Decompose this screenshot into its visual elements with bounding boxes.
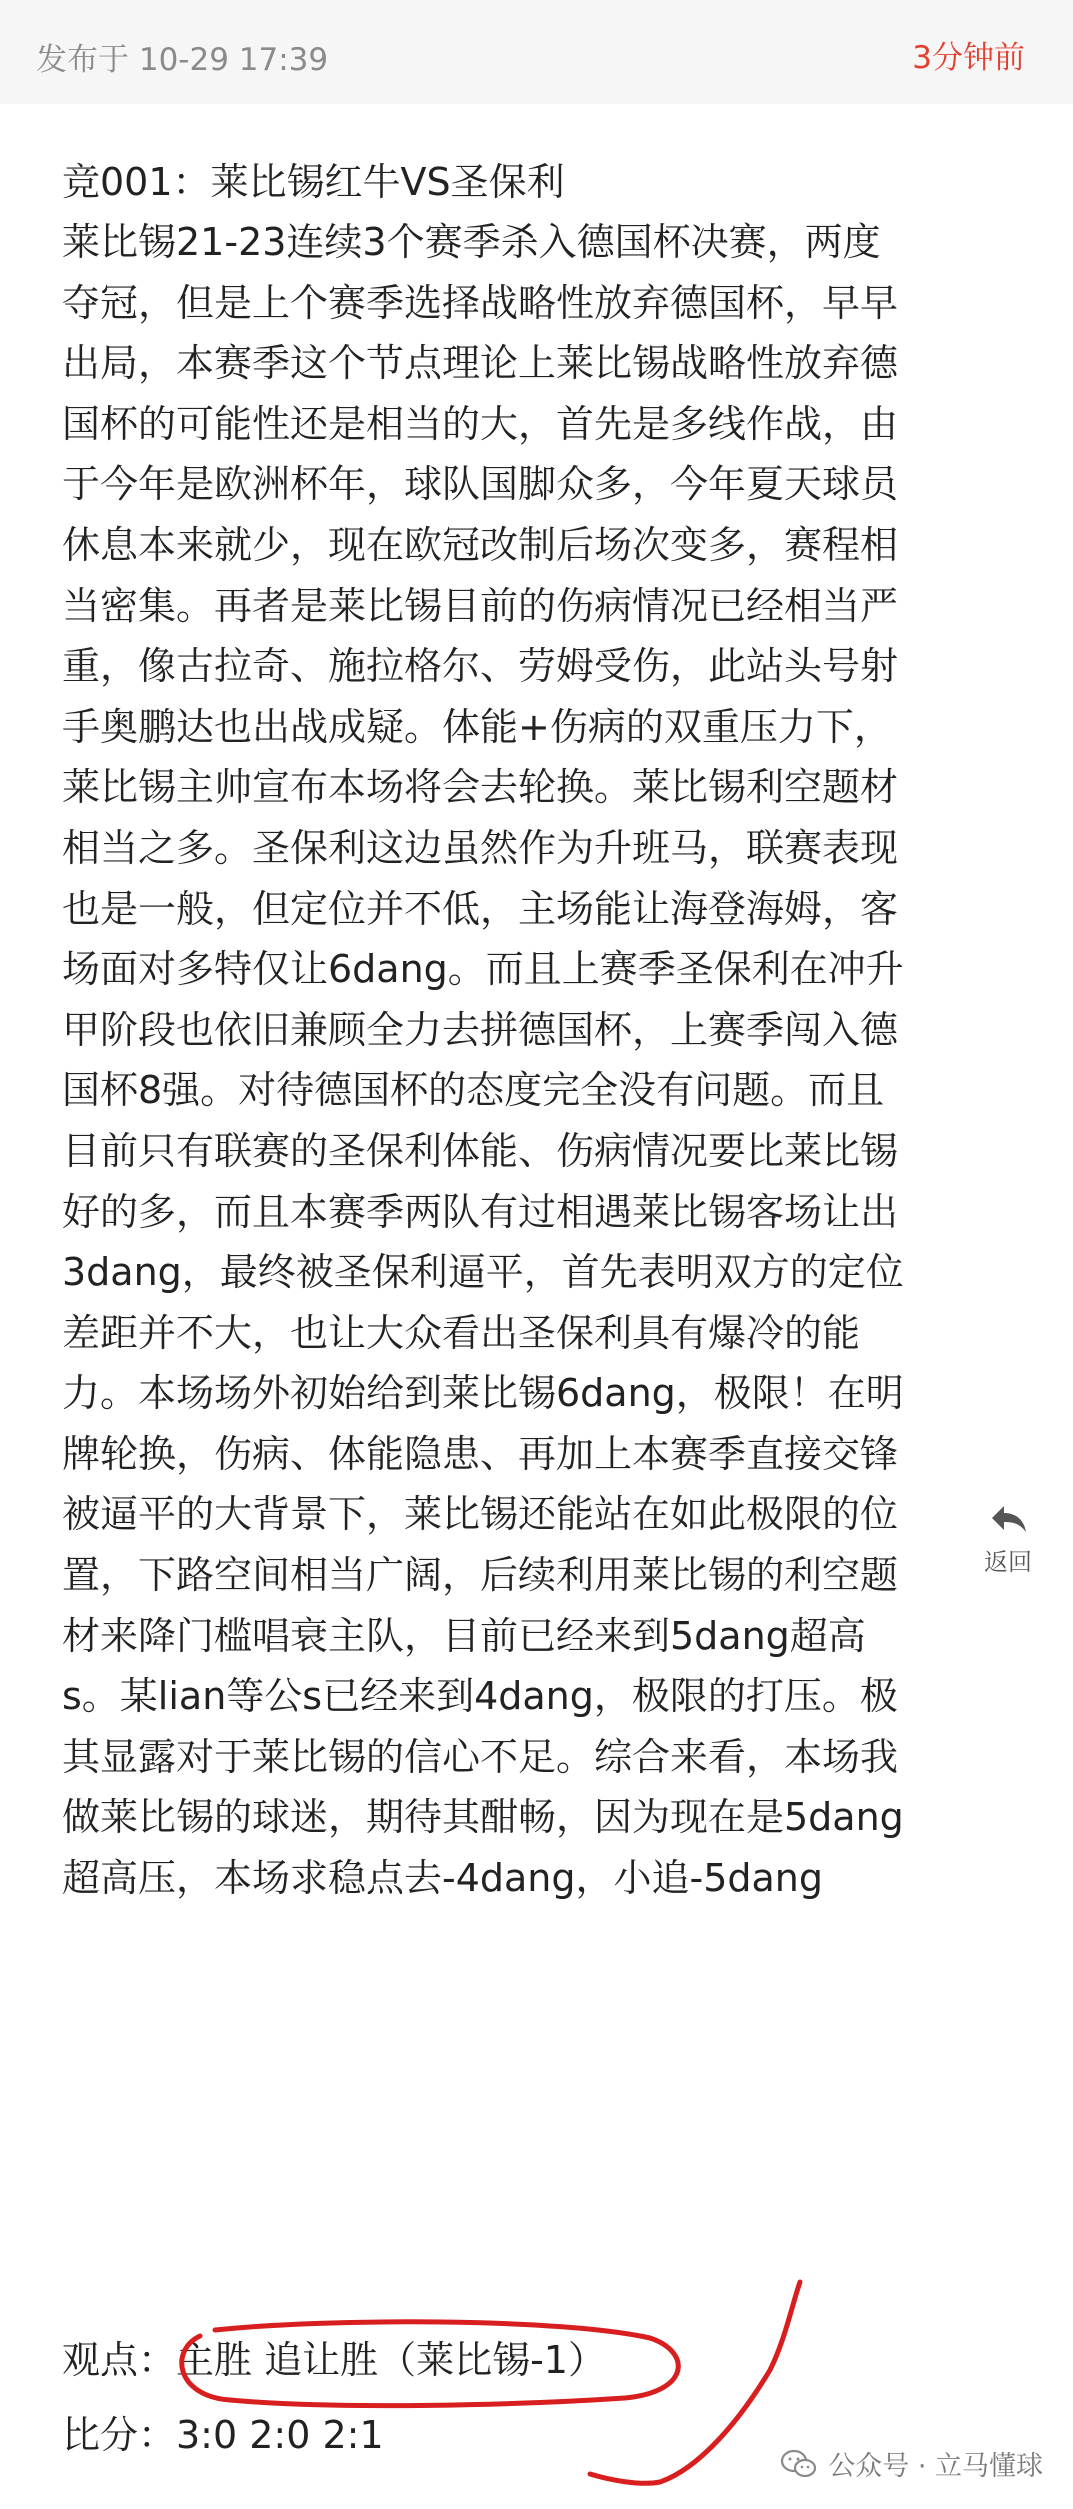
top-bar [0,0,1073,104]
article-paragraph [62,212,1002,1909]
body-line: 当密集。再者是莱比锡目前的伤病情况已经相当严 [62,583,899,628]
back-arrow-icon [986,1500,1030,1540]
body-line: 材来降门槛唱衰主队，目前已经来到5dang超高 [62,1613,866,1658]
body-line: 相当之多。圣保利这边虽然作为升班马，联赛表现 [62,825,899,870]
body-line: 场面对多特仅让6dang。而且上赛季圣保利在冲升 [62,947,904,992]
body-line: 做莱比锡的球迷，期待其酣畅，因为现在是5dang [62,1795,904,1840]
body-line: 国杯的可能性还是相当的大，首先是多线作战，由 [62,401,899,446]
wechat-icon [780,2449,818,2479]
body-line: 好的多，而且本赛季两队有过相遇莱比锡客场让出 [62,1189,899,1234]
body-line: 夺冠，但是上个赛季选择战略性放弃德国杯，早早 [62,280,899,325]
time-ago: 3分钟前 [912,40,1025,76]
body-line: 牌轮换，伤病、体能隐患、再加上本赛季直接交锋 [62,1431,899,1476]
score-line: 比分：3:0 2:0 2:1 [62,2413,384,2457]
watermark-text: 公众号 · 立马懂球 [828,2451,1043,2482]
body-line: 重，像古拉奇、施拉格尔、劳姆受伤，此站头号射 [62,644,899,689]
body-line: 休息本来就少，现在欧冠改制后场次变多，赛程相 [62,522,899,567]
body-line: 国杯8强。对待德国杯的态度完全没有问题。而且 [62,1068,885,1113]
body-line: 其显露对于莱比锡的信心不足。综合来看，本场我 [62,1734,899,1779]
watermark [780,2444,1043,2483]
body-line: 3dang，最终被圣保利逼平，首先表明双方的定位 [62,1250,904,1295]
body-line: 力。本场场外初始给到莱比锡6dang，极限！在明 [62,1371,904,1416]
body-line: 甲阶段也依旧兼顾全力去拼德国杯，上赛季闯入德 [62,1007,899,1052]
body-line: 被逼平的大背景下，莱比锡还能站在如此极限的位 [62,1492,899,1537]
body-line: 目前只有联赛的圣保利体能、伤病情况要比莱比锡 [62,1128,899,1173]
back-label: 返回 [984,1548,1032,1576]
body-line: 出局，本赛季这个节点理论上莱比锡战略性放弃德 [62,341,899,386]
body-line: 差距并不大，也让大众看出圣保利具有爆冷的能 [62,1310,861,1355]
body-line: 手奥鹏达也出战成疑。体能+伤病的双重压力下， [62,704,892,749]
article-body [62,152,1002,1909]
body-line: 莱比锡21-23连续3个赛季杀入德国杯决赛，两度 [62,220,881,264]
body-line: 于今年是欧洲杯年，球队国脚众多，今年夏天球员 [62,462,899,507]
body-line: 置，下路空间相当广阔，后续利用莱比锡的利空题 [62,1553,899,1598]
body-line: 超高压，本场求稳点去-4dang，小追-5dang [62,1856,824,1901]
viewpoint-line: 观点：主胜 追让胜（莱比锡-1） [62,2338,606,2382]
article-title: 竞001：莱比锡红牛VS圣保利 [62,160,565,204]
body-line: 也是一般，但定位并不低，主场能让海登海姆，客 [62,886,899,931]
publish-info: 发布于 10-29 17:39 [36,42,329,78]
body-line: 莱比锡主帅宣布本场将会去轮换。莱比锡利空题材 [62,765,899,810]
annotation-stroke [590,2282,800,2483]
body-line: s。某lian等公s已经来到4dang，极限的打压。极 [62,1674,898,1719]
back-button[interactable] [968,1500,1048,1590]
